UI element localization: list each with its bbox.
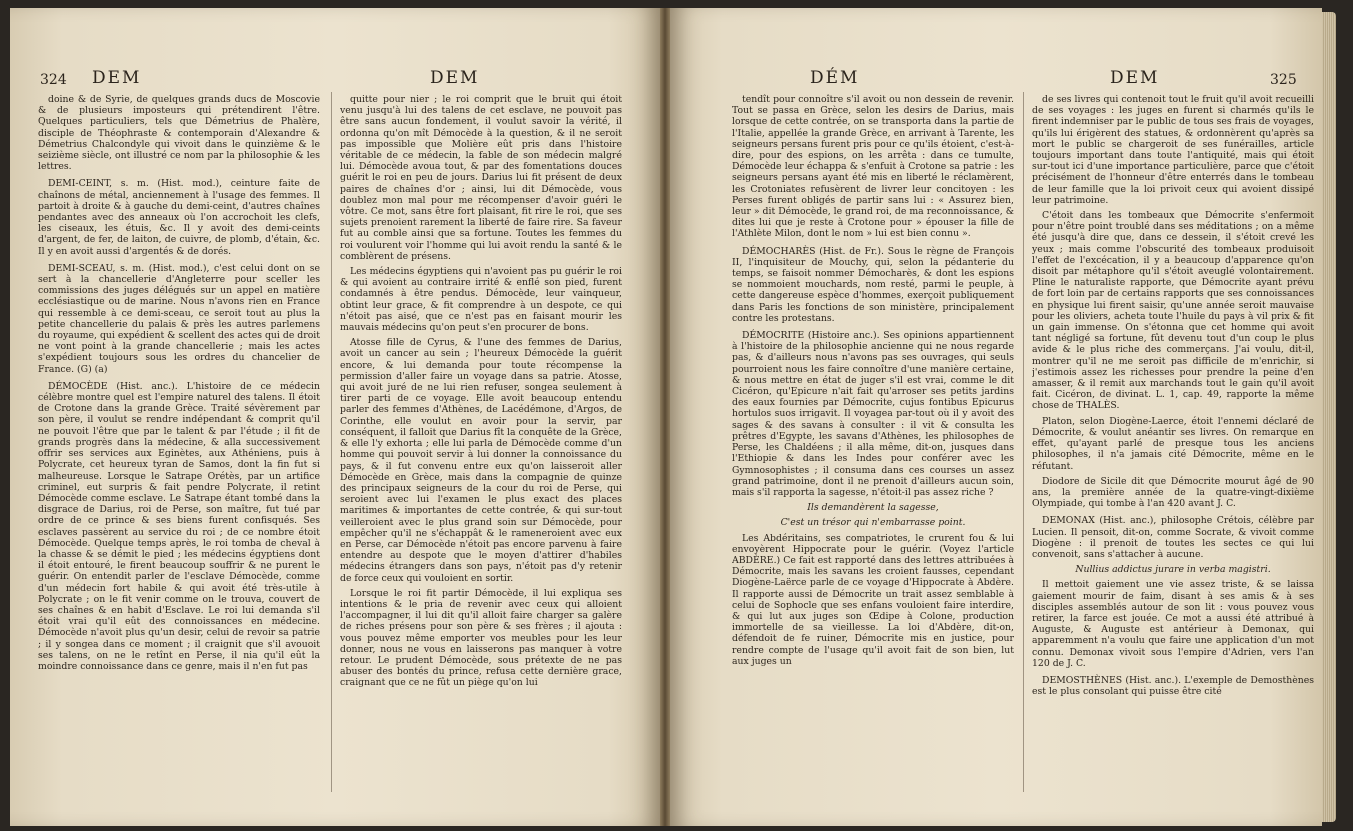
running-headword: DEM: [1110, 68, 1160, 88]
running-headword: DEM: [430, 68, 480, 88]
dictionary-entry: DEMONAX (Hist. anc.), philosophe Crétois, célèbre par Lucien. Il pensoit, dit-on, comme Socrate, & vivoit comme Diogène : il prenoit de toutes les sectes ce qui lui convenoit, sans s'attacher à aucune.: [1032, 515, 1314, 560]
text-column-1: [38, 94, 320, 794]
left-page-header: [10, 68, 660, 96]
running-headword: DEM: [92, 68, 142, 88]
verse-line: C'est un trésor qui n'embarrasse point.: [780, 517, 966, 529]
dictionary-entry: DÉMOCHARÈS (Hist. de Fr.). Sous le règne de François II, l'inquisiteur de Mouchy, qui, selon la pédanterie du temps, se faisoit nommer Démocharès, & dont les espions se nommoient mouchards, nom resté, parmi le peuple, à cette dangereuse espèce d'hommes, exerçoit publiquement dans Paris les fonctions de son ministère, principalement contre les protestans.: [732, 245, 1014, 324]
book-gutter: [660, 8, 670, 826]
text-column-2: [1032, 94, 1314, 794]
dictionary-entry: DEMI-CEINT, s. m. (Hist. mod.), ceinture faite de chaînons de métal, anciennement à l'usage des femmes. Il partoit à droite & à gauche du demi-ceint, d'autres chaînes pendantes avec des anneaux où l'on accrochoit les clefs, les ciseaux, les étuis, &c. Il y avoit des demi-ceints d'argent, de fer, de laiton, de cuivre, de plomb, d'étain, &c. Il y en avoit aussi d'argentés & de dorés.: [38, 178, 320, 257]
paragraph: Atosse fille de Cyrus, & l'une des femmes de Darius, avoit un cancer au sein ; l'heureux Démocède la guérit encore, & lui demanda pour toute récompense la permission d'aller faire un voyage dans sa patrie. Atosse, qui avoit juré de ne lui rien refuser, songea seulement à tirer parti de ce voyage. Elle avoit beaucoup entendu parler des femmes d'Athènes, de Lacédémone, d'Argos, de Corinthe, elle voulut en avoir pour la servir, par conséquent, il falloit que Darius fît la conquête de la Grèce, & elle l'y exhorta ; elle lui parla de Démocède comme d'un homme qui pouvoit servir à lui donner la connoissance du pays, & il fut convenu entre eux qu'on laisseroit aller Démocède en Grèce, mais dans la compagnie de quinze des principaux seigneurs de la cour du roi de Perse, qui seroient avec lui l'examen le plus exact des places maritimes & importantes de cette contrée, & qui sur-tout veilleroient avec le plus grand soin sur Démocède, pour empêcher qu'il ne s'échappât & le rameneroient avec eux en Perse, car Démocède n'étoit pas encore parvenu à faire entendre au despote que le moyen d'attirer d'habiles médecins étrangers dans son pays, n'étoit pas d'y retenir de force ceux qui vouloient en sortir.: [340, 337, 622, 584]
paragraph: Lorsque le roi fit partir Démocède, il lui expliqua ses intentions & le pria de revenir avec ceux qui alloient l'accompagner, il lui dit qu'il alloit faire charger sa galère de riches présens pour son père & ses frères ; il ajouta : vous pouvez même emporter vos meubles pour les leur donner, nous ne vous en laisserons pas manquer à votre retour. Le prudent Démocède, sous prétexte de ne pas abuser des bontés du prince, refusa cette dernière grace, craignant que ce ne fût un piège qu'on lui: [340, 587, 622, 689]
open-book: [10, 8, 1330, 826]
running-headword: DÉM: [810, 68, 860, 88]
column-rule: [1023, 92, 1024, 792]
paragraph: Les médecins égyptiens qui n'avoient pas pu guérir le roi & qui avoient au contraire irrité & enflé son pied, furent condamnés à être pendus. Démocède, leur vainqueur, obtint leur grace, & fit comprendre à un despote, ce qui n'étoit pas aisé, que ce n'est pas en faisant mourir les mauvais médecins qu'on peut s'en procurer de bons.: [340, 266, 622, 334]
text-column-2: [340, 94, 622, 794]
dictionary-entry: DEMI-SCEAU, s. m. (Hist. mod.), c'est celui dont on se sert à la chancellerie d'Angleterre pour sceller les commissions des juges délégués sur un appel en matière ecclésiastique ou de marine. Nous n'avons rien en France qui ressemble à ce demi-sceau, ce seroit tout au plus la petite chancellerie du palais & près les autres parlemens du royaume, qui expédient & scellent des actes qui de droit ne vont point à la grande chancellerie ; mais les actes s'expédient toujours sous les ordres du chancelier de France. (G) (a): [38, 262, 320, 375]
paragraph: Il mettoit gaiement une vie assez triste, & se laissa gaiement mourir de faim, disant à ses amis & à ses disciples assemblés autour de son lit : vous pouvez vous retirer, la farce est jouée. Ce mot a aussi été attribué à Auguste, & Auguste est antérieur à Demonax, qui apparemment n'a voulu que faire une application d'un mot connu. Demonax vivoit sous l'empire d'Adrien, vers l'an 120 de J. C.: [1032, 579, 1314, 669]
right-page-header: [670, 68, 1322, 96]
dictionary-entry: DÉMOCRITE (Histoire anc.). Ses opinions appartiennent à l'histoire de la philosophie ancienne qui ne nous regarde pas, & d'ailleurs nous n'avons pas ses ouvrages, qui seuls pourroient nous les faire connoître d'une manière certaine, & nous mettre en état de juger s'il est vrai, comme le dit Cicéron, qu'Epicure n'ait fait qu'arroser ses petits jardins des eaux fournies par Démocrite, cujus fontibus Epicurus hortulos suos irrigavit. Il voyagea par-tout où il y avoit des sages & des savans à consulter : il vit & consulta les prêtres d'Egypte, les savans d'Athènes, les philosophes de Perse, les Chaldéens ; il alla même, dit-on, jusques dans l'Ethiopie & dans les Indes pour conférer avec les Gymnosophistes ; il consuma dans ces courses un assez grand patrimoine, dont il ne prenoit d'ailleurs aucun soin, mais s'il rapporta la sagesse, n'étoit-il pas assez riche ?: [732, 330, 1014, 498]
latin-quotation: Nullius addictus jurare in verba magistri.: [1075, 564, 1271, 576]
paragraph: Diodore de Sicile dit que Démocrite mourut âgé de 90 ans, la première année de la quatre-vingt-dixième Olympiade, qui tombe à l'an 420 avant J. C.: [1032, 475, 1314, 510]
paragraph: quitte pour nier ; le roi comprit que le bruit qui étoit venu jusqu'à lui des talens de cet esclave, ne pouvoit pas être sans aucun fondement, il voulut savoir la vérité, il ordonna qu'on mît Démocède à la question, & il ne seroit pas impossible que Molière eût pris dans l'histoire véritable de ce médecin, la fable de son médecin malgré lui. Démocède avoua tout, & par des fomentations douces guérit le roi en peu de jours. Darius lui fit présent de deux paires de chaînes d'or ; ainsi, lui dit Démocède, vous doublez mon mal pour me récompenser d'avoir guéri le vôtre. Ce mot, sans être fort plaisant, fit rire le roi, que ses sujets prenoient rarement la liberté de faire rire. Sa faveur fut au comble ainsi que sa fortune. Toutes les femmes du roi voulurent voir l'homme qui lui avoit rendu la santé & le comblèrent de présens.: [340, 94, 622, 262]
paragraph: Platon, selon Diogène-Laerce, étoit l'ennemi déclaré de Démocrite, & voulut anéantir ses livres. On remarque en effet, qu'ayant parlé de presque tous les anciens philosophes, il n'a jamais cité Démocrite, même en le réfutant.: [1032, 415, 1314, 472]
text-column-1: [732, 94, 1014, 794]
page-number: 325: [1270, 72, 1297, 88]
dictionary-entry: DÉMOCÈDE (Hist. anc.). L'histoire de ce médecin célèbre montre quel est l'empire naturel des talens. Il étoit de Crotone dans la grande Grèce. Traité sévèrement par son père, il voulut se rendre indépendant & comprit qu'il ne pouvoit l'être que par le talent & par l'étude ; il fit de grands progrès dans la médecine, & alla successivement offrir ses services aux Eginètes, aux Athéniens, puis à Polycrate, cet heureux tyran de Samos, dont la fin fut si malheureuse. Lorsque le Satrape Orétès, par un artifice criminel, eut surpris & fait pendre Polycrate, il retint Démocède comme esclave. Le Satrape étant tombé dans la disgrace de Darius, roi de Perse, son maître, fut tué par ordre de ce prince & ses biens furent confisqués. Ses esclaves passèrent au service du roi ; de ce nombre étoit Démocède. Quelque temps après, le roi tomba de cheval à la chasse & se démit le pied ; les médecins égyptiens dont il étoit entouré, le firent beaucoup souffrir & ne purent le guérir. On entendit parler de l'esclave Démocède, comme d'un médecin fort habile & qui avoit été très-utile à Polycrate ; on le fit venir comme on le trouva, couvert de ses chaînes & en habit d'Esclave. Le roi lui demanda s'il étoit vrai qu'il eût des connoissances en médecine. Démocède n'avoit plus qu'un desir, celui de revoir sa patrie ; il y songea dans ce moment ; il craignit que s'il avouoit ses talens, on ne le retînt en Perse, il nia qu'il eût la moindre connoissance dans ce genre, mais il n'en fut pas: [38, 380, 320, 672]
dictionary-entry: DEMOSTHÈNES (Hist. anc.). L'exemple de Demosthènes est le plus consolant qui puisse être cité: [1032, 674, 1314, 698]
left-page: [10, 8, 660, 826]
verse-line: Ils demandèrent la sagesse,: [807, 502, 939, 514]
paragraph: Les Abdéritains, ses compatriotes, le crurent fou & lui envoyèrent Hippocrate pour le guérir. (Voyez l'article ABDÈRE.) Ce fait est rapporté dans des lettres attribuées à Démocrite, mais les savans les croient fausses, cependant Diogène-Laërce parle de ce voyage d'Hippocrate à Abdère. Il rapporte aussi de Démocrite un trait assez semblable à celui de Sophocle que ses enfans vouloient faire interdire, & qui lut aux juges son Œdipe à Colone, production immortelle de sa vieillesse. La loi d'Abdère, dit-on, défendoit de fe ruiner, Démocrite mis en justice, pour rendre compte de l'usage qu'il avoit fait de son bien, lut aux juges un: [732, 532, 1014, 667]
page-number: 324: [40, 72, 67, 88]
right-page: [670, 8, 1322, 826]
paragraph: doine & de Syrie, de quelques grands ducs de Moscovie & de plusieurs imposteurs qui prétendirent l'être. Quelques particuliers, tels que Démetrius de Phalère, disciple de Théophraste & contemporain d'Alexandre & Démetrius Chalcondyle qui vivoit dans le quinzième & le seizième siècle, ont illustré ce nom par la philosophie & les lettres.: [38, 94, 320, 173]
page-edges: [1322, 12, 1336, 822]
paragraph: tendît pour connoître s'il avoit ou non dessein de revenir. Tout se passa en Grèce, selon les desirs de Darius, mais lorsque de cette contrée, on se transporta dans la partie de l'Italie, appellée la grande Grèce, en arrivant à Tarente, les seigneurs persans furent pris pour ce qu'ils étoient, c'est-à-dire, pour des espions, on les arrêta : dans ce tumulte, Démocède leur échappa & s'enfuit à Crotone sa patrie : les seigneurs persans ayant été mis en liberté le réclamèrent, les Crotoniates refusèrent de livrer leur concitoyen : les Perses furent obligés de partir sans lui : « Assurez bien, leur » dit Démocède, le grand roi, de ma reconnoissance, & dites lui que je reste à Crotone pour » épouser la fille de l'Athlète Milon, dont le nom » lui est bien connu ».: [732, 94, 1014, 240]
paragraph: C'étoit dans les tombeaux que Démocrite s'enfermoit pour n'être point troublé dans ses méditations ; on a même été jusqu'à dire que, dans ce dessein, il s'étoit crevé les yeux ; mais comme l'obscurité des tombeaux produisoit l'effet de l'excécation, il y a beaucoup d'apparence qu'on disoit par métaphore qu'il s'étoit aveuglé volontairement. Pline le naturaliste rapporte, que Démocrite ayant prévu de fort loin par de certains rapports que ses connoissances en physique lui firent saisir, qu'une année seroit mauvaise pour les oliviers, acheta toute l'huile du pays à vil prix & fit un gain immense. On s'étonna que cet homme qui avoit tant négligé sa fortune, fût devenu tout d'un coup le plus avide & le plus riche des commerçans. J'ai voulu, dit-il, montrer qu'il ne me seroit pas difficile de m'enrichir, si j'estimois assez les richesses pour prendre la peine d'en amasser, & il remit aux marchands tout le gain qu'il avoit fait. Cicéron, de divinat. L. 1, cap. 49, rapporte la même chose de THALÈS.: [1032, 210, 1314, 412]
column-rule: [331, 92, 332, 792]
paragraph: de ses livres qui contenoit tout le fruit qu'il avoit recueilli de ses voyages : les juges en furent si charmés qu'ils le firent indemniser par le public de tous ses frais de voyages, qu'ils lui érigèrent des statues, & ordonnèrent qu'après sa mort le public se chargeroit de ses funérailles, article toujours important dans toute l'antiquité, mais qui étoit sur-tout ici d'une importance particulière, parce que c'étoit précisément de l'honneur d'être enterrés dans le tombeau de leur famille que la loi privoit ceux qui avoient dissipé leur patrimoine.: [1032, 94, 1314, 206]
